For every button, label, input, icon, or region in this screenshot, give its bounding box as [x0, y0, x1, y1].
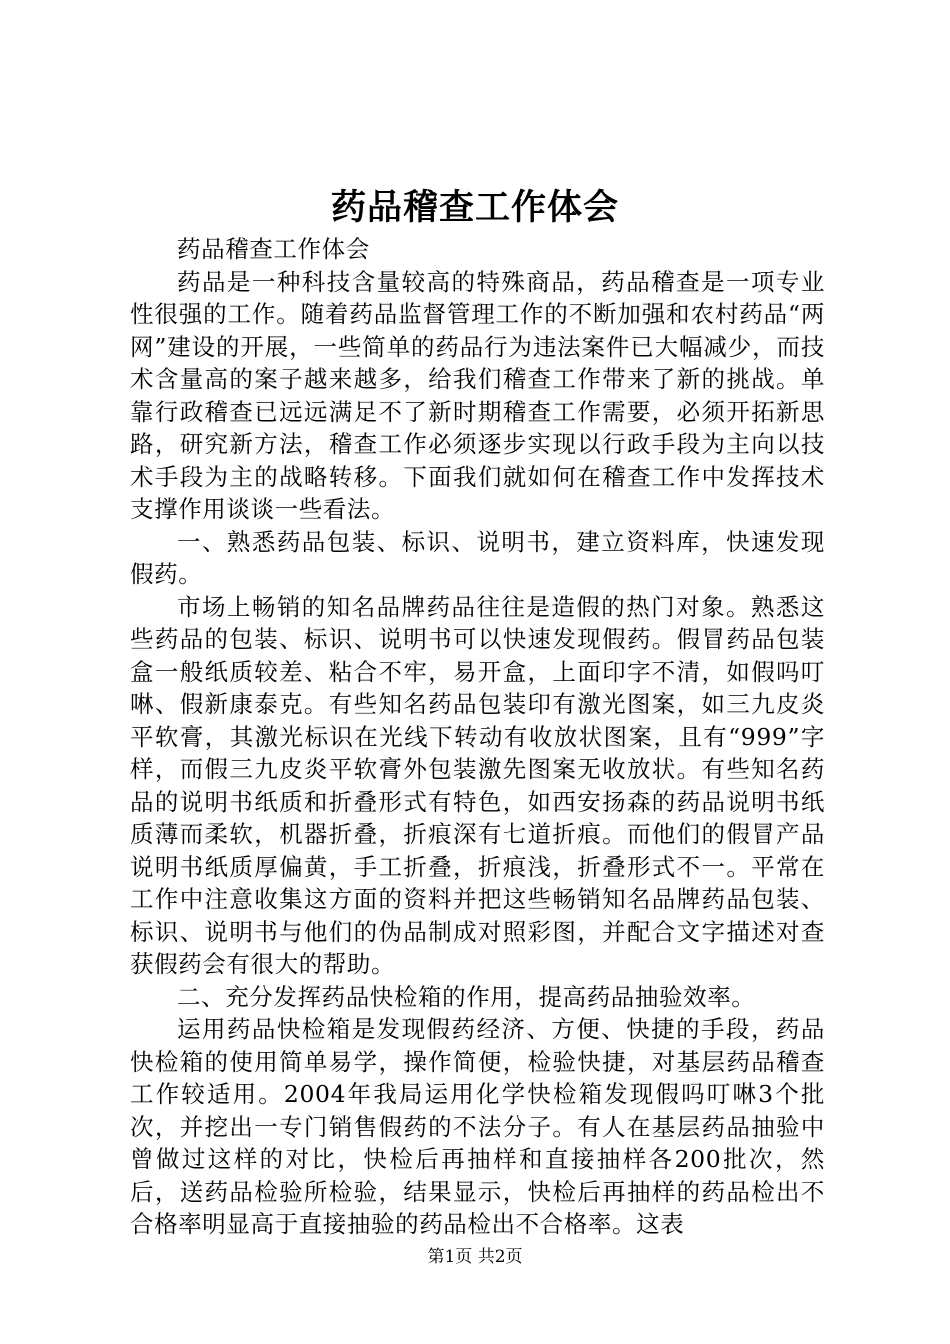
- paragraph-section-2: 运用药品快检箱是发现假药经济、方便、快捷的手段，药品快检箱的使用简单易学，操作简便，检验快捷，对基层药品稽查工作较适用。2004年我局运用化学快检箱发现假吗叮啉3个批次，并挖出一专门销售假药的不法分子。有人在基层药品抽验中曾做过这样的对比，快检后再抽样和直接抽样各200批次，然后，送药品检验所检验，结果显示，快检后再抽样的药品检出不合格率明显高于直接抽验的药品检出不合格率。这表: [130, 1015, 825, 1238]
- page-footer: 第1页 共2页: [427, 1247, 523, 1267]
- paragraph-subtitle: 药品稽查工作体会: [177, 235, 370, 263]
- paragraph-intro: 药品是一种科技含量较高的特殊商品，药品稽查是一项专业性很强的工作。随着药品监督管理工作的不断加强和农村药品“两网”建设的开展，一些简单的药品行为违法案件已大幅减少，而技术含量高的案子越来越多，给我们稽查工作带来了新的挑战。单靠行政稽查已远远满足不了新时期稽查工作需要，必须开拓新思路，研究新方法，稽查工作必须逐步实现以行政手段为主向以技术手段为主的战略转移。下面我们就如何在稽查工作中发挥技术支撑作用谈谈一些看法。: [130, 267, 825, 523]
- heading-section-2: 二、充分发挥药品快检箱的作用，提高药品抽验效率。: [177, 982, 756, 1011]
- paragraph-section-1: 市场上畅销的知名品牌药品往往是造假的热门对象。熟悉这些药品的包装、标识、说明书可以快速发现假药。假冒药品包装盒一般纸质较差、粘合不牢，易开盒，上面印字不清，如假吗叮啉、假新康泰克。有些知名药品包装印有激光图案，如三九皮炎平软膏，其激光标识在光线下转动有收放状图案，且有“999”字样，而假三九皮炎平软膏外包装激先图案无收放状。有些知名药品的说明书纸质和折叠形式有特色，如西安扬森的药品说明书纸质薄而柔软，机器折叠，折痕深有七道折痕。而他们的假冒产品说明书纸质厚偏黄，手工折叠，折痕浅，折叠形式不一。平常在工作中注意收集这方面的资料并把这些畅销知名品牌药品包装、标识、说明书与他们的伪品制成对照彩图，并配合文字描述对查获假药会有很大的帮助。: [130, 592, 825, 978]
- document-body: [130, 233, 825, 1241]
- document-title: 药品稽查工作体会: [330, 187, 619, 228]
- heading-section-1: 一、熟悉药品包装、标识、说明书，建立资料库，快速发现假药。: [130, 527, 825, 588]
